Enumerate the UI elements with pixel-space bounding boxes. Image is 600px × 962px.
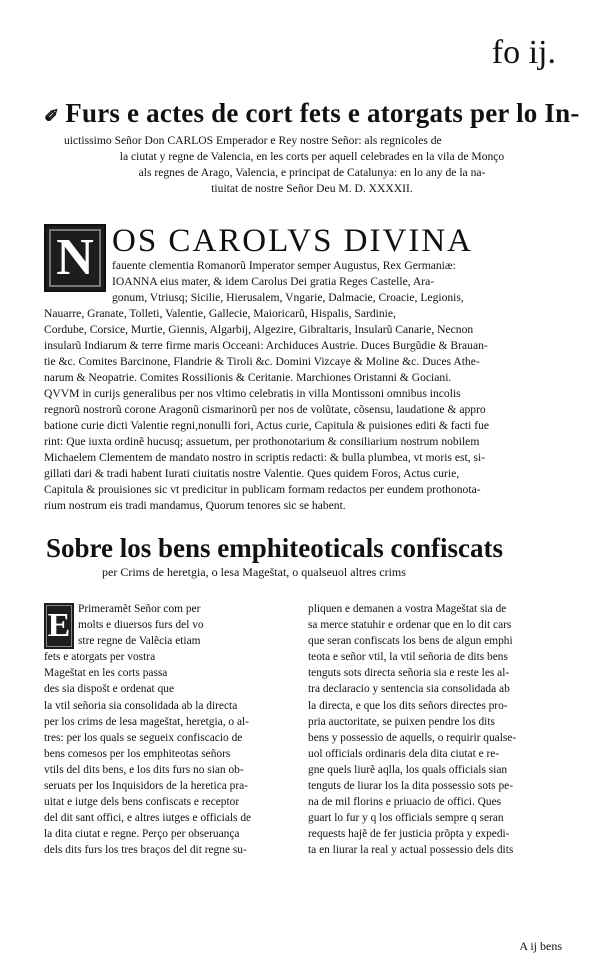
section-heading-block	[44, 532, 562, 580]
decree-line: fauente clementia Romanorũ Imperator semper Augustus, Rex Germaniæ:	[112, 259, 456, 272]
left-column-line: molts e diuersos furs del vo	[78, 619, 204, 632]
right-column-line: uol officials ordinaris dela dita ciutat e re-	[308, 747, 500, 760]
left-column-line: vtils del dits bens, e los dits furs no sian ob-	[44, 763, 244, 776]
right-column-line: bens y possessio de aquells, o requirir qualse-	[308, 731, 517, 744]
decree-line: insularũ Indiarum & terre firme maris Occeani: Archiduces Austrie. Duces Burgũdie & Brauan-	[44, 339, 488, 352]
left-column	[44, 601, 294, 859]
decree-line: Cordube, Corsice, Murtie, Giennis, Algarbij, Algezire, Gibraltaris, Insularũ Canarie, Necnon	[44, 323, 474, 336]
decorated-initial-e: E	[44, 603, 74, 649]
left-column-line: Mageštat en les corts passa	[44, 667, 168, 680]
catchword: A ij bens	[519, 939, 562, 953]
decree-line: batione curie dicti Valentie regni,nonulli fori, Actus curie, Capitula & puisiones editi & facti fue	[44, 419, 490, 432]
section-title: Sobre los bens emphiteoticals confiscats	[46, 533, 503, 563]
left-column-line: uitat e iutge dels bens confiscats e receptor	[44, 796, 240, 809]
subtitle-line: la ciutat y regne de Valencia, en les corts per aquell celebrades en la vila de Monço	[119, 150, 505, 163]
document-title	[44, 98, 580, 131]
right-column-line: pria auctoritate, se puixen pendre los dits	[308, 715, 495, 728]
subtitle-line: tiuitat de nostre Señor Deu M. D. XXXXII.	[211, 182, 413, 195]
decree-line: Michaelem Clementem de mandato nostro in scriptis redacti: & bulla plumbea, vt moris est, si-	[44, 451, 486, 464]
decree-line: Nauarre, Granate, Tolleti, Valentie, Gallecie, Maioricarũ, Hispalis, Sardinie,	[44, 307, 396, 320]
right-column-line: teota e señor vtil, la vtil señoria de dits bens	[308, 651, 508, 664]
left-column-line: seruats per los Inquisidors de la heretica pra-	[44, 780, 249, 793]
decree-line: regnorũ nostrorũ corone Aragonũ cismarinorũ per nos de volũtate, cõsensu, laudatione & appro	[44, 403, 486, 416]
left-column-line: tres: per los quals se segueix confiscacio de	[44, 731, 243, 744]
decree-line: gillati dari & tradi habent Iurati ciuitatis nostre Valentie. Ques quidem Foros, Actus curie,	[44, 467, 460, 480]
decree-line: IOANNA eius mater, & idem Carolus Dei gratia Reges Castelle, Ara-	[112, 275, 435, 288]
decree-heading: OS CAROLVS DIVINA	[112, 223, 473, 259]
pointing-hand-icon: ✐	[44, 106, 60, 126]
decree-line: QVVM in curijs generalibus per nos vltimo celebratis in villa Montissoni omnibus incolis	[44, 387, 461, 400]
decorated-initial-n: N	[44, 224, 106, 292]
left-column-line: del dit sant offici, e altres iutges e officials de	[44, 812, 252, 825]
right-column-line: la directa, e que los dits señors directes pro-	[308, 699, 508, 712]
decree-line: rint: Que iuxta ordinẽ hucusq; assuetum, per prothonotarium & consiliarium nostrum nobilem	[44, 435, 480, 448]
right-column-line: que seran confiscats los bens de algun emphi	[308, 635, 513, 648]
decree-block	[44, 224, 562, 514]
decree-text	[44, 258, 562, 514]
decree-line: tie &c. Comites Barcinone, Flandrie & Tiroli &c. Domini Vizcaye & Moline &c. Duces Athe-	[44, 355, 480, 368]
right-column-line: guart lo fur y q los officials sempre q seran	[308, 812, 504, 825]
section-subtitle: per Crims de heretgia, o lesa Mageštat, o qualseuol altres crims	[102, 565, 406, 579]
subtitle-line: uictissimo Señor Don CARLOS Emperador e Rey nostre Señor: als regnicoles de	[64, 134, 442, 147]
left-column-line: des sia dispošt e ordenat que	[44, 683, 175, 696]
right-column-line: sa merce statuhir e ordenar que en lo dit cars	[308, 619, 512, 632]
right-column-line: pliquen e demanen a vostra Mageštat sia de	[308, 603, 507, 615]
decree-line: gonum, Vtriusq; Sicilie, Hierusalem, Vngarie, Dalmacie, Croacie, Legionis,	[112, 291, 464, 304]
right-column-line: requests hajẽ de fer justicia prõpta y expedi-	[308, 828, 510, 841]
right-column-line: tenguts sots directa señoria sia e reste les al-	[308, 667, 510, 680]
decree-line: rium nostrum eis tradi mandamus, Quorum tenores sic se habent.	[44, 499, 346, 512]
subtitle-line: als regnes de Arago, Valencia, e principat de Catalunya: en lo any de la na-	[138, 166, 486, 179]
title-text: Furs e actes de cort fets e atorgats per lo In-	[65, 98, 580, 128]
right-column-line: tenguts de liurar los la dita possessio sots pe-	[308, 780, 514, 793]
left-column-line: Primeramẽt Señor com per	[78, 603, 201, 615]
left-column-line: stre regne de Valẽcia etiam	[78, 635, 201, 648]
right-column-line: na de mil florins e priuacio de offici. Ques	[308, 796, 502, 809]
decree-line: Capitula & prouisiones sic vt predicitur in publicam formam redactos per eundem prothonota-	[44, 483, 481, 496]
document-subtitle	[64, 133, 560, 197]
left-column-line: per los crims de lesa mageštat, heretgia, o al-	[44, 715, 249, 728]
left-column-line: la vtil señoria sia consolidada ab la directa	[44, 699, 238, 712]
document-header	[44, 98, 580, 197]
folio-number: fo ij.	[491, 34, 556, 71]
left-column-line: fets e atorgats per vostra	[44, 651, 156, 664]
right-column-line: tra declaracio y sentencia sia consolidada ab	[308, 683, 510, 696]
two-column-body	[44, 601, 562, 941]
decree-line: narum & Neopatrie. Comites Rossilionis & Ceritanie. Marchiones Oristanni & Gociani.	[44, 371, 452, 384]
right-column-line: ta en liurar la real y actual possessio dels dits	[308, 844, 514, 857]
left-column-line: la dita ciutat e regne. Perço per obseruança	[44, 828, 240, 841]
left-column-line: bens comesos per los emphiteotas señors	[44, 747, 231, 760]
right-column	[308, 601, 562, 859]
right-column-line: gne quels liurẽ aqlla, los quals officials sian	[308, 763, 508, 776]
left-column-line: dels dits furs los tres braços del dit regne su-	[44, 844, 247, 857]
